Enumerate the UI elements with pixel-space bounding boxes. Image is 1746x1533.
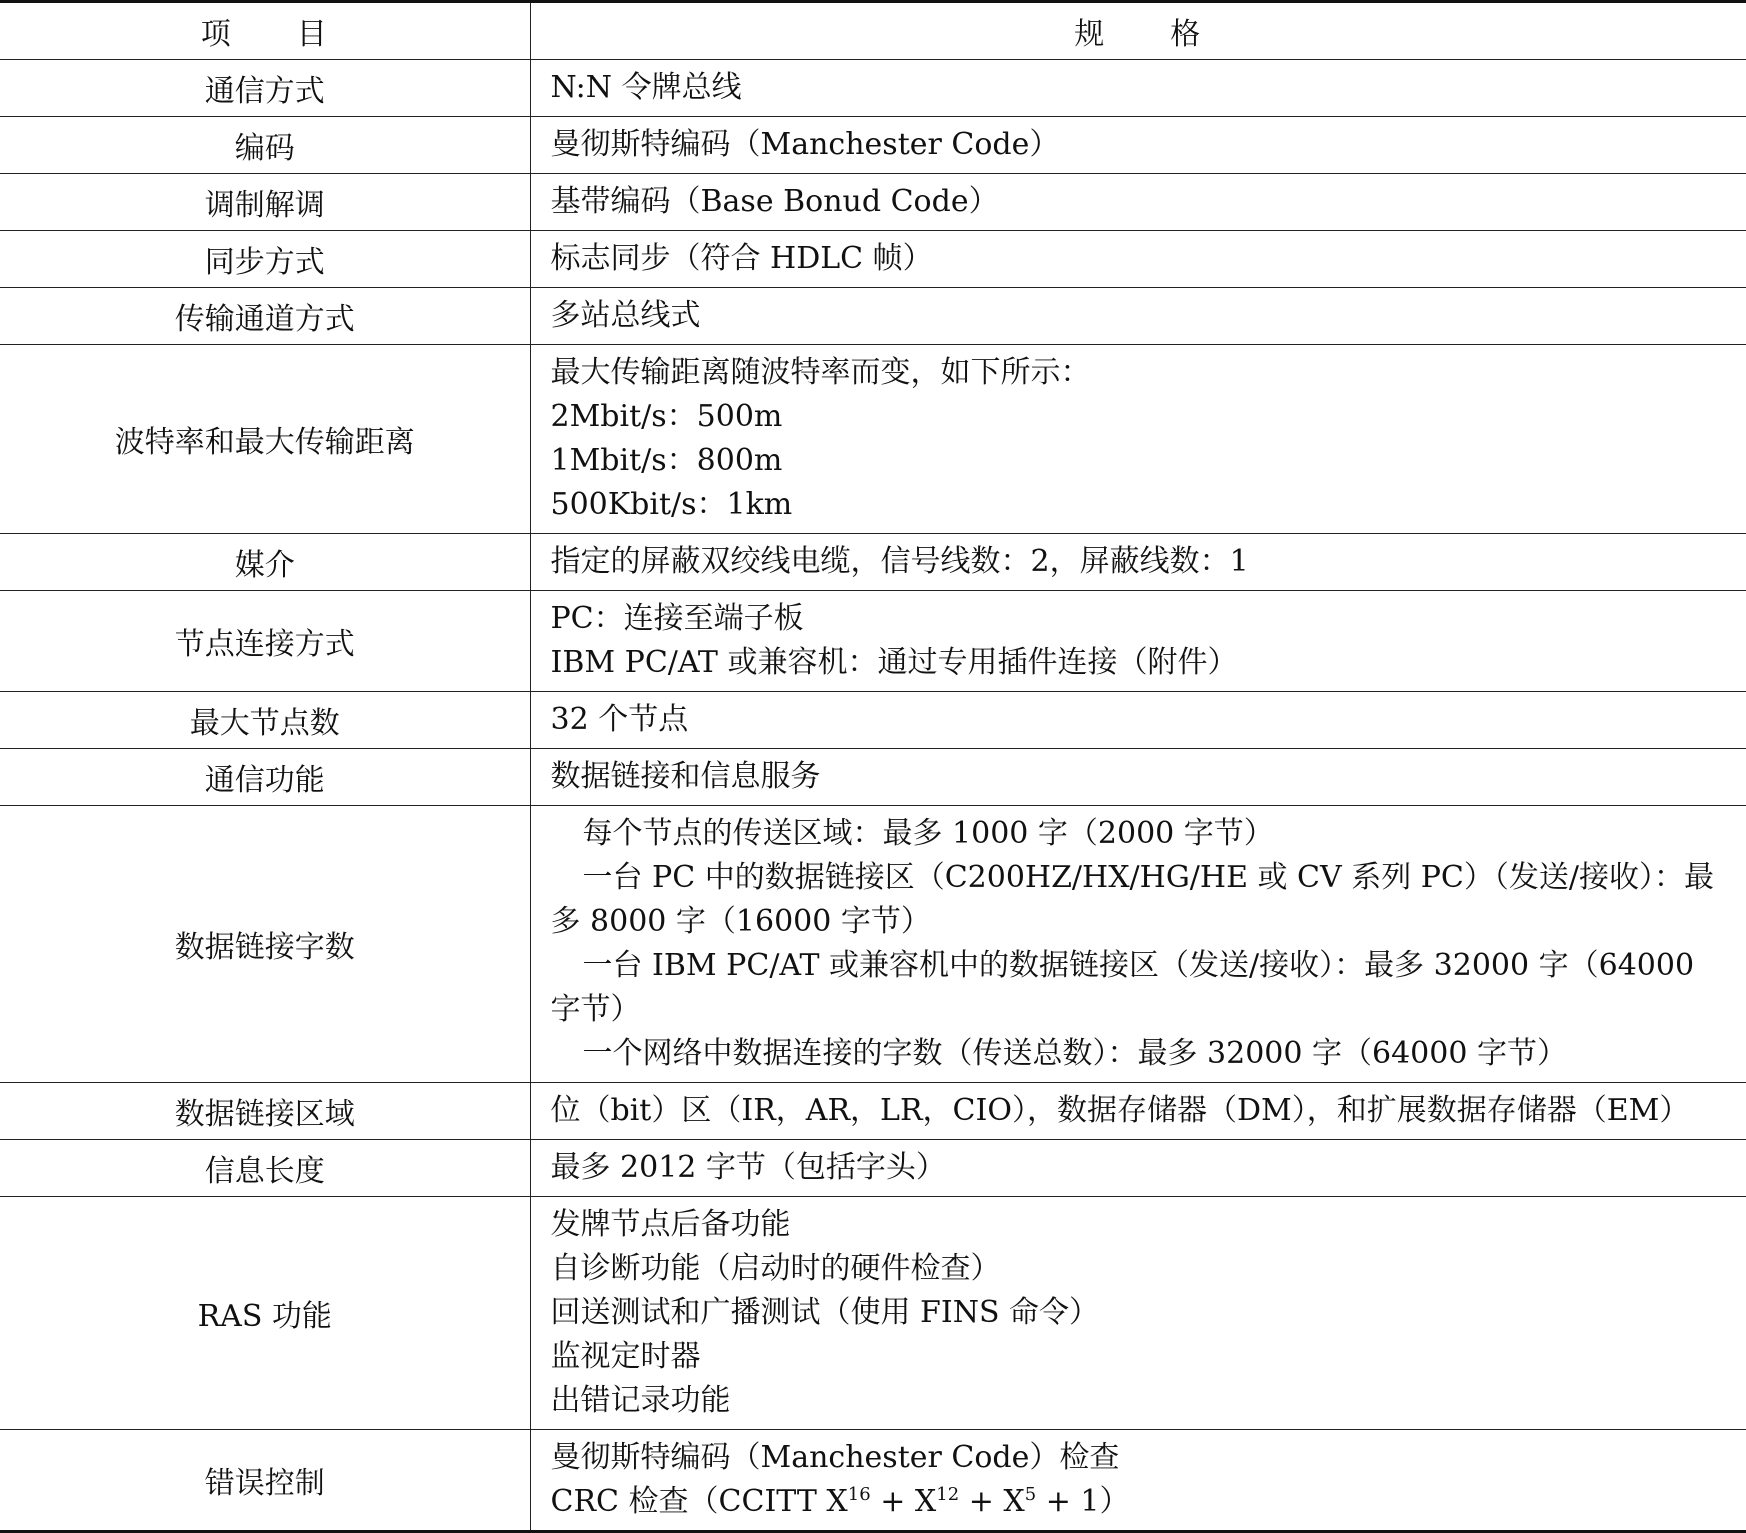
row-item-label: 通信方式: [0, 60, 530, 117]
header-spec: 规 格: [530, 2, 1746, 60]
table-row: [0, 60, 1746, 117]
spec-line: 32 个节点: [550, 702, 689, 737]
row-item-label: 节点连接方式: [0, 591, 530, 692]
crc-exponent: 16: [847, 1484, 871, 1505]
table-row: [0, 231, 1746, 288]
header-row: [0, 2, 1746, 60]
row-spec-cell: [530, 345, 1746, 534]
spec-line: 多站总线式: [550, 298, 701, 333]
spec-line: 监视定时器: [550, 1339, 701, 1374]
row-spec-cell: [530, 692, 1746, 749]
row-item-label: 数据链接区域: [0, 1083, 530, 1140]
table-row: [0, 806, 1746, 1083]
spec-line: 位（bit）区（IR，AR，LR，CIO），数据存储器（DM），和扩展数据存储器（EM）: [550, 1093, 1690, 1128]
row-spec-cell: [530, 288, 1746, 345]
spec-paragraph: 每个节点的传送区域：最多 1000 字（2000 字节）: [582, 816, 1274, 851]
spec-line: 基带编码（Base Bonud Code）: [550, 184, 999, 219]
crc-text: + X: [959, 1484, 1025, 1519]
table-row: [0, 692, 1746, 749]
row-spec-cell: [530, 1197, 1746, 1430]
row-item-label: 媒介: [0, 534, 530, 591]
spec-line: 标志同步（符合 HDLC 帧）: [550, 241, 933, 276]
spec-line: 出错记录功能: [550, 1383, 731, 1418]
table-row: [0, 117, 1746, 174]
row-item-label: 数据链接字数: [0, 806, 530, 1083]
row-spec-cell: [530, 1140, 1746, 1197]
row-item-label: 错误控制: [0, 1430, 530, 1532]
spec-line: 指定的屏蔽双绞线电缆，信号线数：2，屏蔽线数：1: [550, 544, 1249, 579]
row-spec-cell: [530, 749, 1746, 806]
row-item-label: 编码: [0, 117, 530, 174]
spec-line: 回送测试和广播测试（使用 FINS 命令）: [550, 1295, 1100, 1330]
row-item-label: 波特率和最大传输距离: [0, 345, 530, 534]
crc-exponent: 12: [936, 1484, 960, 1505]
table-row: [0, 1430, 1746, 1532]
crc-text: + X: [870, 1484, 937, 1519]
row-item-label: RAS 功能: [0, 1197, 530, 1430]
spec-line: 发牌节点后备功能: [550, 1207, 791, 1242]
spec-line: 自诊断功能（启动时的硬件检查）: [550, 1251, 1001, 1286]
header-item: 项 目: [0, 2, 530, 60]
spec-line: 500Kbit/s：1km: [550, 487, 793, 522]
row-spec-cell: [530, 591, 1746, 692]
row-spec-cell: [530, 806, 1746, 1083]
row-spec-cell: [530, 231, 1746, 288]
spec-line: 曼彻斯特编码（Manchester Code）: [550, 127, 1060, 162]
table-row: [0, 345, 1746, 534]
spec-line: PC：连接至端子板: [550, 601, 804, 636]
row-spec-cell: [530, 174, 1746, 231]
spec-paragraph: 一个网络中数据连接的字数（传送总数）：最多 32000 字（64000 字节）: [582, 1036, 1567, 1071]
spec-paragraph: 一台 PC 中的数据链接区（C200HZ/HX/HG/HE 或 CV 系列 PC）（发送/接收）：最多 8000 字（16000 字节）: [550, 860, 1714, 939]
row-item-label: 同步方式: [0, 231, 530, 288]
spec-paragraph: 一台 IBM PC/AT 或兼容机中的数据链接区（发送/接收）：最多 32000 字（64000 字节）: [550, 948, 1695, 1027]
table-row: [0, 534, 1746, 591]
row-spec-cell: [530, 1083, 1746, 1140]
row-item-label: 最大节点数: [0, 692, 530, 749]
row-spec-cell: [530, 117, 1746, 174]
spec-line: 最多 2012 字节（包括字头）: [550, 1150, 946, 1185]
spec-line: 曼彻斯特编码（Manchester Code）检查: [550, 1440, 1120, 1475]
row-spec-cell: [530, 60, 1746, 117]
crc-text: CRC 检查（CCITT X: [550, 1484, 848, 1519]
table-row: [0, 1197, 1746, 1430]
table-row: [0, 591, 1746, 692]
table-row: [0, 1083, 1746, 1140]
row-item-label: 信息长度: [0, 1140, 530, 1197]
crc-formula: [551, 1480, 1731, 1524]
row-item-label: 调制解调: [0, 174, 530, 231]
row-spec-cell: [530, 1430, 1746, 1532]
spec-line: N:N 令牌总线: [550, 70, 742, 105]
table-row: [0, 749, 1746, 806]
table-row: [0, 288, 1746, 345]
spec-line: 最大传输距离随波特率而变，如下所示：: [550, 355, 1091, 390]
spec-line: IBM PC/AT 或兼容机：通过专用插件连接（附件）: [550, 645, 1238, 680]
row-item-label: 传输通道方式: [0, 288, 530, 345]
crc-text: + 1）: [1036, 1484, 1130, 1519]
spec-line: 1Mbit/s：800m: [550, 443, 783, 478]
table-row: [0, 1140, 1746, 1197]
spec-line: 2Mbit/s：500m: [550, 399, 783, 434]
crc-exponent: 5: [1024, 1484, 1037, 1505]
row-spec-cell: [530, 534, 1746, 591]
table-row: [0, 174, 1746, 231]
row-item-label: 通信功能: [0, 749, 530, 806]
spec-line: 数据链接和信息服务: [550, 759, 821, 794]
